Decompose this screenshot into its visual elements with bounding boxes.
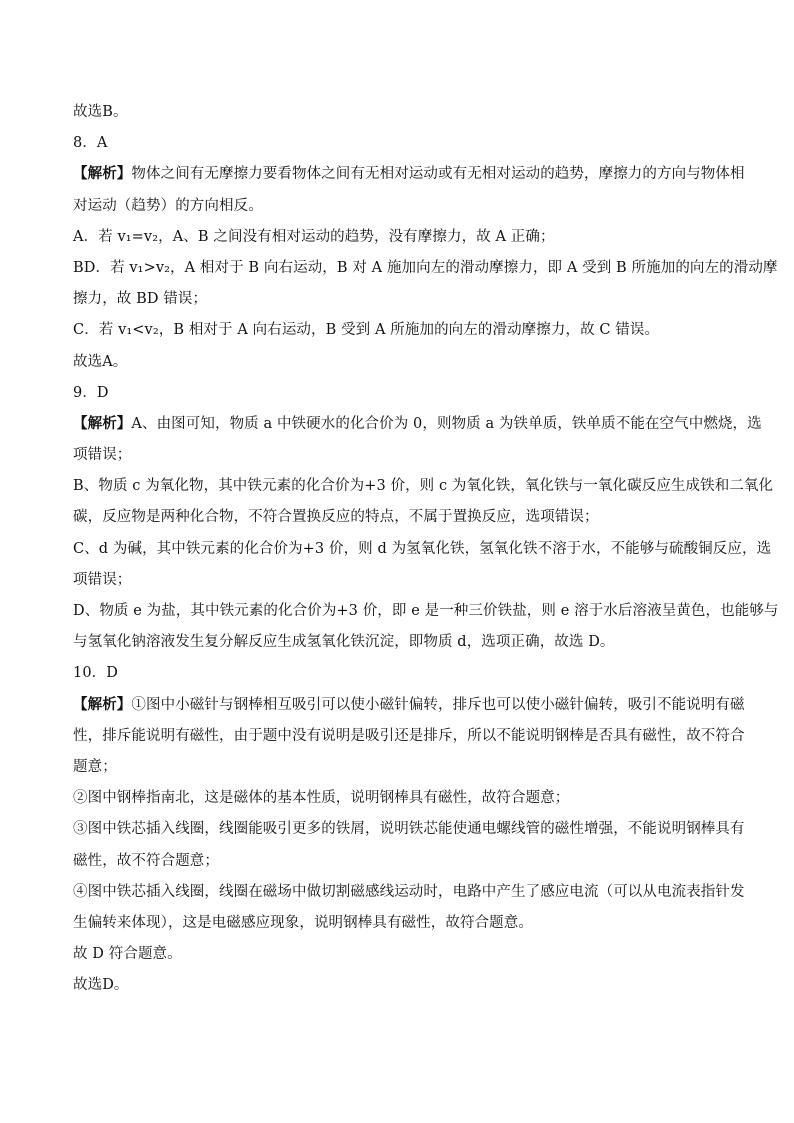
line-text: 故选A。	[73, 353, 128, 370]
line-text: 碳，反应物是两种化合物，不符合置换反应的特点，不属于置换反应，选项错误；	[73, 509, 599, 526]
analysis-tag: 【解析】	[73, 165, 132, 183]
line-text: 项错误；	[73, 447, 132, 464]
text-line	[73, 876, 745, 907]
text-line	[73, 689, 745, 720]
line-text: 擦力，故 BD 错误；	[73, 291, 208, 308]
line-text: 对运动（趋势）的方向相反。	[73, 197, 263, 214]
line-text: BD．若 v₁>v₂，A 相对于 B 向右运动，B 对 A 施加向左的滑动摩擦力，即 A 受到 B 所施加的向左的滑动摩	[73, 259, 778, 276]
line-text: 8．A	[73, 135, 108, 152]
text-line	[73, 158, 745, 189]
line-text: ②图中钢棒指南北，这是磁体的基本性质，说明钢棒具有磁性，故符合题意；	[73, 790, 570, 807]
document-body	[73, 96, 779, 1000]
line-text: A．若 v₁=v₂，A、B 之间没有相对运动的趋势，没有摩擦力，故 A 正确；	[73, 228, 555, 245]
text-line	[73, 408, 762, 439]
line-text: 磁性，故不符合题意；	[73, 852, 219, 869]
text-line	[73, 720, 745, 751]
line-text: D、物质 e 为盐，其中铁元素的化合价为+3 价，即 e 是一种三价铁盐，则 e 溶于水后溶液呈黄色，也能够与	[73, 603, 779, 619]
line-text: A、由图可知，物质 a 中铁硬水的化合价为 0，则物质 a 为铁单质，铁单质不能在空气中燃烧，选	[131, 415, 762, 432]
line-text: B、物质 c 为氧化物，其中铁元素的化合价为+3 价，则 c 为氧化铁，氧化铁与一氧化碳反应生成铁和二氧化	[73, 478, 774, 495]
text-line	[73, 470, 774, 501]
question-answer	[73, 377, 723, 408]
text-line	[73, 782, 723, 813]
analysis-tag: 【解析】	[73, 695, 132, 713]
text-line	[73, 283, 723, 314]
line-text: 故选D。	[73, 977, 129, 994]
line-text: 10．D	[73, 665, 118, 682]
text-line	[73, 533, 772, 564]
question-answer	[73, 657, 723, 688]
text-line	[73, 564, 723, 595]
line-text: 与氢氧化钠溶液发生复分解反应生成氢氧化铁沉淀，即物质 d，选项正确，故选 D。	[73, 634, 615, 651]
text-line	[73, 969, 723, 1000]
text-line	[73, 439, 723, 470]
line-text: 性，排斥能说明有磁性，由于题中没有说明是吸引还是排斥，所以不能说明钢棒是否具有磁性，故不符合	[73, 727, 745, 744]
text-line	[73, 501, 723, 532]
line-text: 故 D 符合题意。	[73, 946, 182, 963]
line-text: 题意；	[73, 758, 117, 775]
text-line	[73, 938, 723, 969]
analysis-tag: 【解析】	[73, 414, 132, 432]
line-text: 生偏转来体现），这是电磁感应现象，说明钢棒具有磁性，故符合题意。	[73, 914, 533, 931]
line-text: ③图中铁芯插入线圈，线圈能吸引更多的铁屑，说明铁芯能使通电螺线管的磁性增强，不能说明钢棒具有	[73, 821, 745, 838]
line-text: 9．D	[73, 384, 109, 401]
text-line	[73, 907, 723, 938]
text-line	[73, 346, 723, 377]
text-line	[73, 845, 723, 876]
line-text: 物体之间有无摩擦力要看物体之间有无相对运动或有无相对运动的趋势，摩擦力的方向与物体相	[131, 166, 745, 183]
text-line	[73, 813, 745, 844]
text-line	[73, 626, 723, 657]
text-line	[73, 595, 779, 626]
line-text: 项错误；	[73, 571, 132, 588]
text-line	[73, 221, 723, 252]
text-line	[73, 751, 723, 782]
text-line	[73, 314, 723, 345]
line-text: C、d 为碱，其中铁元素的化合价为+3 价，则 d 为氢氧化铁，氢氧化铁不溶于水，不能够与硫酸铜反应，选	[73, 540, 772, 557]
question-answer	[73, 127, 723, 158]
line-text: C．若 v₁<v₂，B 相对于 A 向右运动，B 受到 A 所施加的向左的滑动摩擦力，故 C 错误。	[73, 322, 660, 339]
line-text: ①图中小磁针与钢棒相互吸引可以使小磁针偏转，排斥也可以使小磁针偏转，吸引不能说明有磁	[131, 696, 745, 713]
line-text: 故选B。	[73, 104, 128, 120]
text-line	[73, 252, 778, 283]
text-line	[73, 96, 723, 127]
line-text: ④图中铁芯插入线圈，线圈在磁场中做切割磁感线运动时，电路中产生了感应电流（可以从电流表指针发	[73, 883, 745, 900]
text-line	[73, 190, 723, 221]
